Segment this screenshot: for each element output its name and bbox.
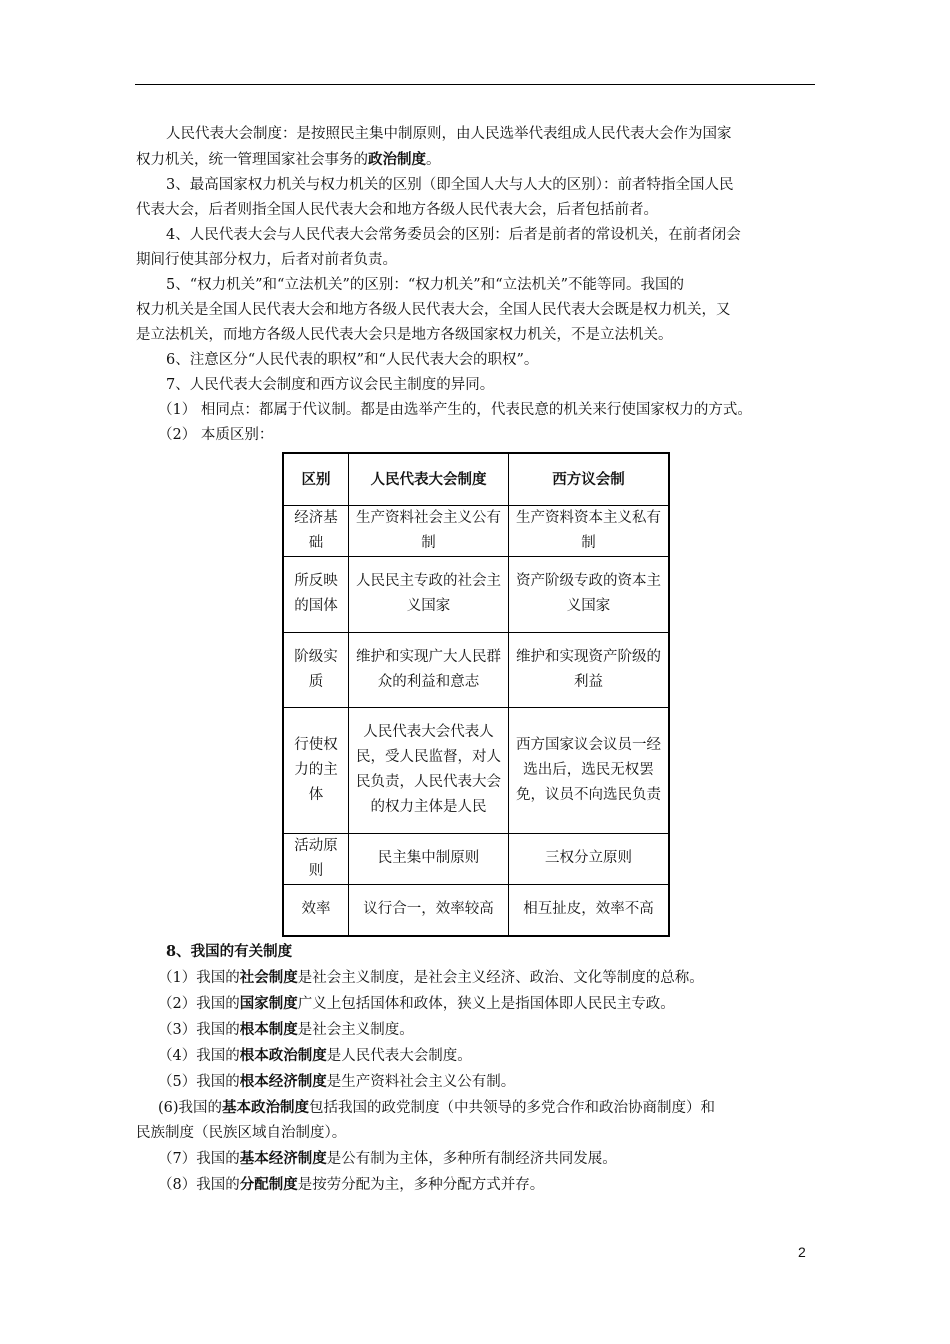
table-cell-label: 阶级实质 [283,632,349,707]
table-header-cell: 人民代表大会制度 [349,453,509,505]
text-span: （7）我国的 [158,1151,240,1167]
text-span: 是按劳分配为主，多种分配方式并存。 [297,1177,545,1193]
section-8-item-6 [136,1095,826,1121]
comparison-table-wrapper [282,452,826,937]
table-cell: 维护和实现广大人民群众的利益和意志 [349,632,509,707]
text-span: 包括我国的政党制度（中共领导的多党合作和政治协商制度）和 [309,1100,716,1116]
bold-term: 根本经济制度 [239,1073,327,1090]
section-title-text: 8、我国的有关制度 [166,943,293,960]
section-8-item-4 [136,1043,826,1069]
document-body [136,122,826,1198]
table-row [283,632,669,707]
table-row [283,505,669,556]
table-row [283,833,669,884]
bold-term: 基本经济制度 [239,1150,327,1167]
table-cell-label: 所反映的国体 [283,556,349,632]
text-span: （8）我国的 [158,1177,240,1193]
paragraph-5-line2: 权力机关是全国人民代表大会和地方各级人民代表大会，全国人民代表大会既是权力机关，又 [136,302,731,318]
table-row [283,707,669,833]
table-cell-label: 活动原则 [283,833,349,884]
section-8-title [136,939,826,965]
section-8-item-6-cont: 民族制度（民族区域自治制度）。 [136,1125,347,1141]
text-span: 是公有制为主体，多种所有制经济共同发展。 [326,1151,617,1167]
bold-term: 社会制度 [239,969,298,986]
text-span: （4）我国的 [158,1048,240,1064]
text-span: 权力机关，统一管理国家社会事务的 [136,152,368,168]
table-cell-label: 行使权力的主体 [283,707,349,833]
section-8-item-2 [136,991,826,1017]
table-cell: 三权分立原则 [509,833,670,884]
section-8-item-8 [136,1172,826,1198]
table-cell: 人民民主专政的社会主义国家 [349,556,509,632]
text-span: (6)我国的 [158,1100,223,1116]
header-rule [135,84,815,85]
paragraph-3-line1: 3、最高国家权力机关与权力机关的区别（即全国人大与人大的区别）：前者特指全国人民 [166,177,734,193]
text-span: 是社会主义制度，是社会主义经济、政治、文化等制度的总称。 [297,970,704,986]
text-span: 是生产资料社会主义公有制。 [326,1074,516,1090]
paragraph-5-line1: 5、“权力机关”和“立法机关”的区别：“权力机关”和“立法机关”不能等同。我国的 [166,277,685,293]
bold-term: 根本制度 [239,1021,298,1038]
bold-term: 根本政治制度 [239,1047,327,1064]
paragraph-npc-definition-line1: 人民代表大会制度：是按照民主集中制原则，由人民选举代表组成人民代表大会作为国家 [166,126,732,142]
table-header-row [283,453,669,505]
table-cell: 生产资料资本主义私有制 [509,505,670,556]
table-cell: 生产资料社会主义公有制 [349,505,509,556]
section-8-item-3 [136,1017,826,1043]
paragraph-5-line3: 是立法机关，而地方各级人民代表大会只是地方各级国家权力机关，不是立法机关。 [136,327,673,343]
text-span: （3）我国的 [158,1022,240,1038]
table-cell: 议行合一，效率较高 [349,884,509,936]
paragraph-6: 6、注意区分“人民代表的职权”和“人民代表大会的职权”。 [166,352,539,368]
table-row [283,556,669,632]
text-span: （2）我国的 [158,996,240,1012]
bold-term: 政治制度 [368,151,426,168]
table-header-cell: 西方议会制 [509,453,670,505]
table-cell-label: 效率 [283,884,349,936]
table-cell: 西方国家议会议员一经选出后，选民无权罢免，议员不向选民负责 [509,707,670,833]
bold-term: 国家制度 [239,995,298,1012]
table-cell: 相互扯皮，效率不高 [509,884,670,936]
text-span: （1）我国的 [158,970,240,986]
table-header-cell: 区别 [283,453,349,505]
paragraph-7-similarity: （1） 相同点：都属于代议制。都是由选举产生的，代表民意的机关来行使国家权力的方式。 [158,402,752,418]
bold-term: 分配制度 [239,1176,298,1193]
text-span: （5）我国的 [158,1074,240,1090]
table-cell: 民主集中制原则 [349,833,509,884]
section-8-item-5 [136,1069,826,1095]
paragraph-4-line1: 4、人民代表大会与人民代表大会常务委员会的区别：后者是前者的常设机关，在前者闭会 [166,227,741,243]
table-cell-label: 经济基础 [283,505,349,556]
table-cell: 维护和实现资产阶级的利益 [509,632,670,707]
paragraph-4-line2: 期间行使其部分权力，后者对前者负责。 [136,252,397,268]
text-span: 广义上包括国体和政体，狭义上是指国体即人民民主专政。 [297,996,675,1012]
table-cell: 资产阶级专政的资本主义国家 [509,556,670,632]
text-span: 是人民代表大会制度。 [326,1048,472,1064]
comparison-table [282,452,670,937]
paragraph-7-difference: （2） 本质区别： [158,427,274,443]
paragraph-3-line2: 代表大会，后者则指全国人民代表大会和地方各级人民代表大会，后者包括前者。 [136,202,658,218]
text-span: 是社会主义制度。 [297,1022,414,1038]
section-8-item-7 [136,1146,826,1172]
text-span: 。 [426,152,441,168]
section-8-item-1 [136,965,826,991]
paragraph-7: 7、人民代表大会制度和西方议会民主制度的异同。 [166,377,495,393]
table-row [283,884,669,936]
page-number: 2 [798,1244,806,1260]
bold-term: 基本政治制度 [222,1099,310,1116]
paragraph-npc-definition-line2 [136,147,826,173]
table-cell: 人民代表大会代表人民，受人民监督，对人民负责，人民代表大会的权力主体是人民 [349,707,509,833]
